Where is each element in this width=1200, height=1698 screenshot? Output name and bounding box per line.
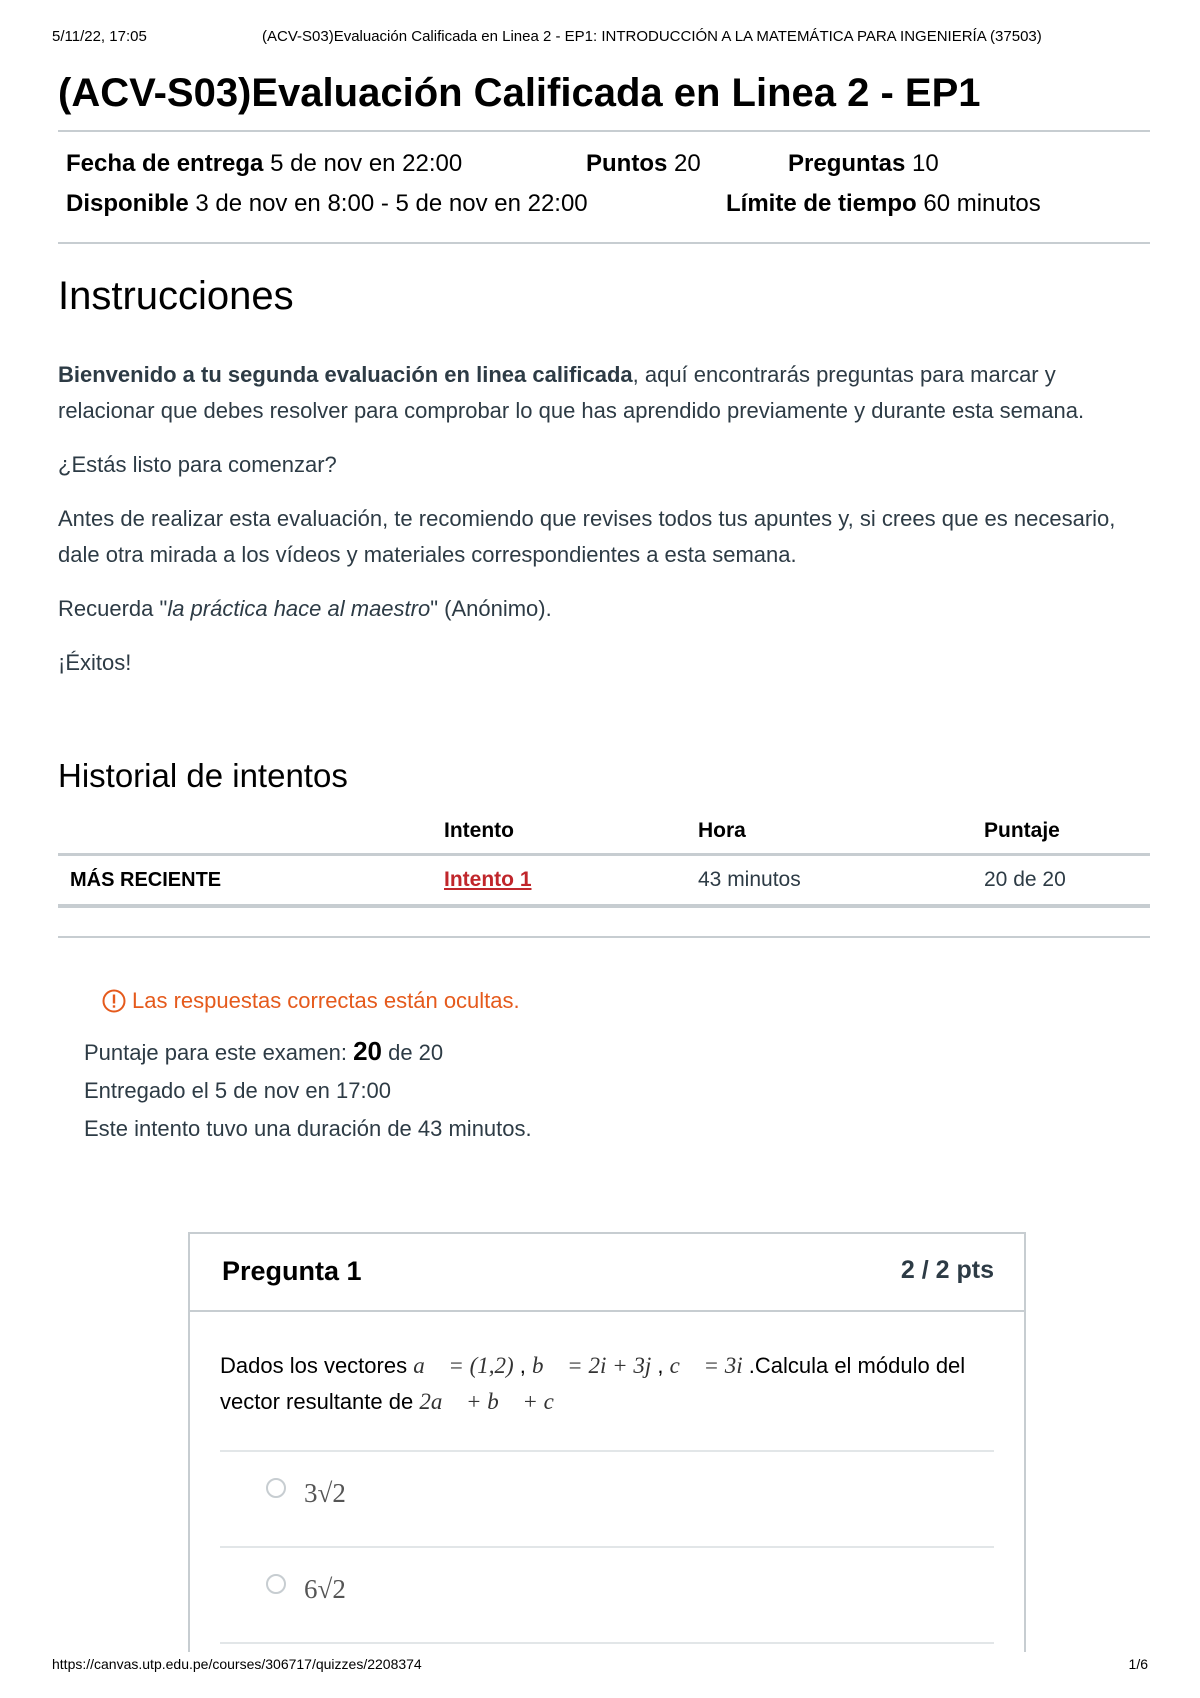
question-title: Pregunta 1 [222, 1256, 362, 1286]
question-header [190, 1234, 1024, 1312]
time-limit-label: Límite de tiempo [726, 190, 917, 217]
quote-italic: la práctica hace al maestro [167, 596, 431, 621]
quiz-meta [58, 132, 1150, 242]
table-header-row [58, 811, 1150, 855]
score-value: 20 [353, 1036, 382, 1066]
instructions-paragraph: Antes de realizar esta evaluación, te recomiendo que revises todos tus apuntes y, si crees que es necesario, dale otra mirada a los vídeos y materiales correspondientes a esta semana. [58, 506, 1116, 567]
instructions-body [58, 357, 1150, 681]
instructions-heading: Instrucciones [58, 274, 294, 318]
attempt-duration: Este intento tuvo una duración de 43 minutos. [84, 1116, 532, 1141]
answer-value: 6√2 [304, 1574, 346, 1604]
column-header [58, 811, 432, 855]
answer-list [220, 1450, 994, 1652]
time-cell: 43 minutos [686, 855, 972, 907]
quiz-content [58, 68, 1150, 1148]
question-text-part: .Calcula el módulo del vector resultante de [220, 1353, 966, 1414]
points [586, 150, 701, 178]
question-body [190, 1312, 1024, 1652]
availability [66, 190, 588, 218]
points-label: Puntos [586, 150, 668, 177]
attempt-cell [432, 855, 686, 907]
submitted-at: Entregado el 5 de nov en 17:00 [84, 1078, 392, 1103]
history-heading: Historial de intentos [58, 757, 348, 794]
print-datetime: 5/11/22, 17:05 [52, 28, 147, 45]
separator: , [651, 1353, 670, 1378]
vector-a: a⃗ = (1,2) [413, 1353, 514, 1378]
divider [58, 242, 1150, 244]
page-number: 1/6 [1128, 1656, 1148, 1672]
notice-text: Las respuestas correctas están ocultas. [132, 988, 520, 1013]
divider [58, 936, 1150, 938]
attempt-summary [84, 1032, 1150, 1148]
question-text [220, 1348, 994, 1420]
separator: , [513, 1353, 533, 1378]
score-total: de 20 [381, 1040, 444, 1065]
vector-expression: 2a⃗ + b⃗ + c⃗ [419, 1389, 572, 1414]
instructions-paragraph: ¿Estás listo para comenzar? [58, 452, 337, 477]
questions-count [788, 150, 939, 178]
print-url: https://canvas.utp.edu.pe/courses/306717/quizzes/2208374 [52, 1656, 422, 1672]
exam-score [84, 1032, 1150, 1072]
hidden-answers-notice [102, 988, 1150, 1014]
due-label: Fecha de entrega [66, 150, 264, 177]
due-date [66, 150, 462, 178]
print-footer [52, 1656, 1148, 1672]
time-limit [726, 190, 1041, 218]
answer-value: 3√2 [304, 1478, 346, 1508]
quote-suffix: " (Anónimo). [430, 596, 552, 621]
points-value: 20 [674, 150, 701, 177]
vector-c: c⃗ = 3i [669, 1353, 743, 1378]
page-title: (ACV-S03)Evaluación Calificada en Linea 2 - EP1 [58, 71, 981, 115]
answer-option[interactable] [220, 1546, 994, 1642]
column-header: Puntaje [972, 811, 1150, 855]
questions-value: 10 [912, 150, 939, 177]
instructions-paragraph [58, 591, 1150, 627]
warning-icon [102, 989, 126, 1013]
available-value: 3 de nov en 8:00 - 5 de nov en 22:00 [195, 190, 588, 217]
radio-button[interactable] [266, 1478, 286, 1498]
attempt-link[interactable]: Intento 1 [444, 868, 532, 891]
attempt-history-table [58, 811, 1150, 908]
radio-button[interactable] [266, 1574, 286, 1594]
most-recent-label: MÁS RECIENTE [58, 855, 432, 907]
instructions-text: , aquí encontrarás preguntas para marcar y relacionar que debes resolver para comprobar lo que has aprendido previamente y durante esta semana. [58, 362, 1085, 423]
due-value: 5 de nov en 22:00 [270, 150, 463, 177]
questions-label: Preguntas [788, 150, 906, 177]
column-header: Intento [432, 811, 686, 855]
question-card [188, 1232, 1026, 1652]
answer-option[interactable] [220, 1450, 994, 1546]
table-row [58, 855, 1150, 907]
score-cell: 20 de 20 [972, 855, 1150, 907]
available-label: Disponible [66, 190, 189, 217]
time-limit-value: 60 minutos [923, 190, 1041, 217]
vector-b: b⃗ = 2i + 3j [532, 1353, 652, 1378]
question-text-part: Dados los vectores [220, 1353, 414, 1378]
quote-prefix: Recuerda " [58, 596, 168, 621]
question-points: 2 / 2 pts [900, 1256, 994, 1284]
answer-separator [220, 1642, 994, 1652]
instructions-paragraph [58, 357, 1150, 429]
score-label: Puntaje para este examen: [84, 1040, 354, 1065]
instructions-bold: Bienvenido a tu segunda evaluación en linea calificada [58, 362, 633, 387]
column-header: Hora [686, 811, 972, 855]
instructions-paragraph: ¡Éxitos! [58, 650, 132, 675]
print-title: (ACV-S03)Evaluación Calificada en Linea 2 - EP1: INTRODUCCIÓN A LA MATEMÁTICA PARA INGENIERÍA (37503) [262, 28, 1042, 45]
